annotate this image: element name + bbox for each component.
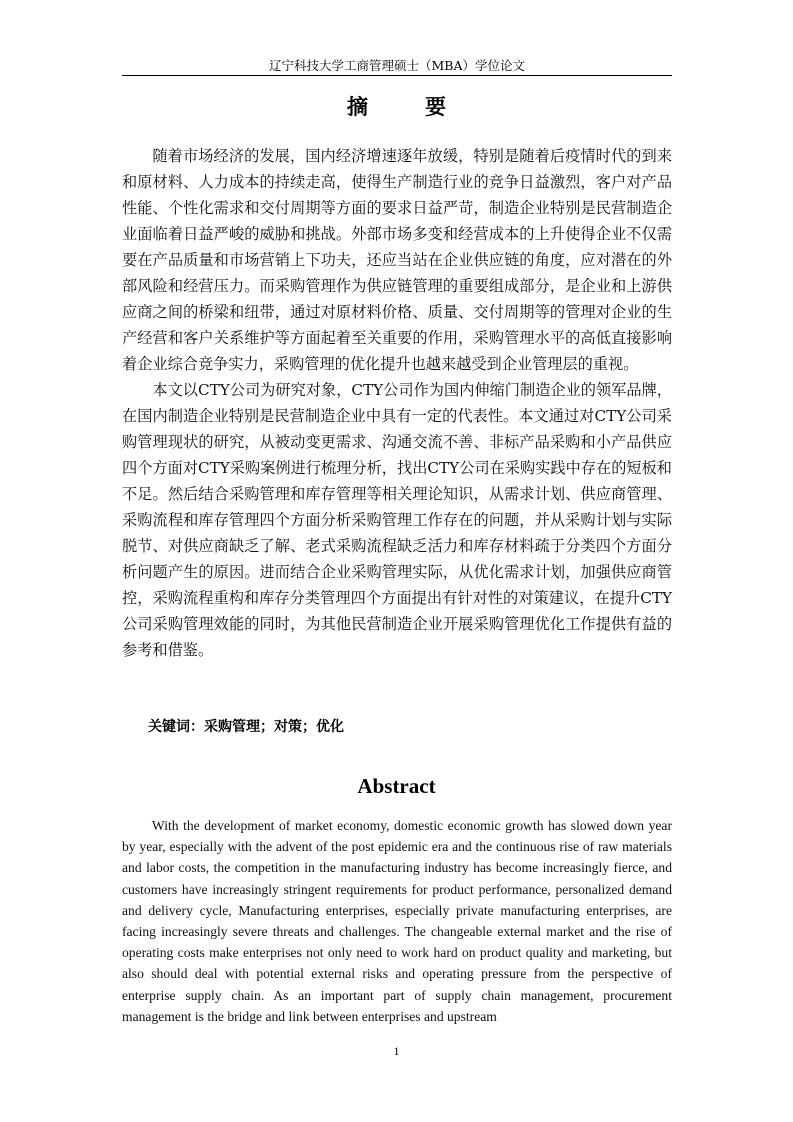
abstract-en-body	[122, 815, 672, 1027]
abstract-cn-paragraph-1: 随着市场经济的发展，国内经济增速逐年放缓，特别是随着后疫情时代的到来和原材料、人力成本的持续走高，使得生产制造行业的竞争日益激烈，客户对产品性能、个性化需求和交付周期等方面的要求日益严苛，制造企业特别是民营制造企业面临着日益严峻的威胁和挑战。外部市场多变和经营成本的上升使得企业不仅需要在产品质量和市场营销上下功夫，还应当站在企业供应链的角度，应对潜在的外部风险和经营压力。而采购管理作为供应链管理的重要组成部分，是企业和上游供应商之间的桥梁和纽带，通过对原材料价格、质量、交付周期等的管理对企业的生产经营和客户关系维护等方面起着至关重要的作用，采购管理水平的高低直接影响着企业综合竞争实力，采购管理的优化提升也越来越受到企业管理层的重视。	[122, 147, 672, 373]
abstract-en-title: Abstract	[357, 774, 436, 798]
abstract-cn-title: 摘 要	[347, 94, 464, 119]
abstract-cn-keywords: 关键词：采购管理；对策；优化	[148, 719, 344, 735]
header-divider	[122, 75, 672, 76]
abstract-cn-paragraph-2: 本文以CTY公司为研究对象，CTY公司作为国内伸缩门制造企业的领军品牌，在国内制造企业特别是民营制造企业中具有一定的代表性。本文通过对CTY公司采购管理现状的研究，从被动变更需求、沟通交流不善、非标产品采购和小产品供应四个方面对CTY采购案例进行梳理分析，找出CTY公司在采购实践中存在的短板和不足。然后结合采购管理和库存管理等相关理论知识，从需求计划、供应商管理、采购流程和库存管理四个方面分析采购管理工作存在的问题，并从采购计划与实际脱节、对供应商缺乏了解、老式采购流程缺乏活力和库存材料疏于分类四个方面分析问题产生的原因。进而结合企业采购管理实际，从优化需求计划，加强供应商管控，采购流程重构和库存分类管理四个方面提出有针对性的对策建议，在提升CTY公司采购管理效能的同时，为其他民营制造企业开展采购管理优化工作提供有益的参考和借鉴。	[122, 381, 672, 659]
abstract-en-paragraph-1: With the development of market economy, domestic economic growth has slowed down year by year, especially with the advent of the post epidemic era and the continuous rise of raw materials and labor costs, the competition in the manufacturing industry has become increasingly fierce, and customers have increasingly stringent requirements for product performance, personalized demand and delivery cycle, Manufacturing enterprises, especially private manufacturing enterprises, are facing increasingly severe threats and challenges. The changeable external market and the rise of operating costs make enterprises not only need to work hard on product quality and marketing, but also should deal with potential external risks and operating pressure from the perspective of enterprise supply chain. As an important part of supply chain management, procurement management is the bridge and link between enterprises and upstream	[122, 818, 672, 1024]
page-number: 1	[393, 1044, 400, 1058]
running-header: 辽宁科技大学工商管理硕士（MBA）学位论文	[268, 58, 525, 73]
abstract-cn-body	[122, 143, 672, 663]
